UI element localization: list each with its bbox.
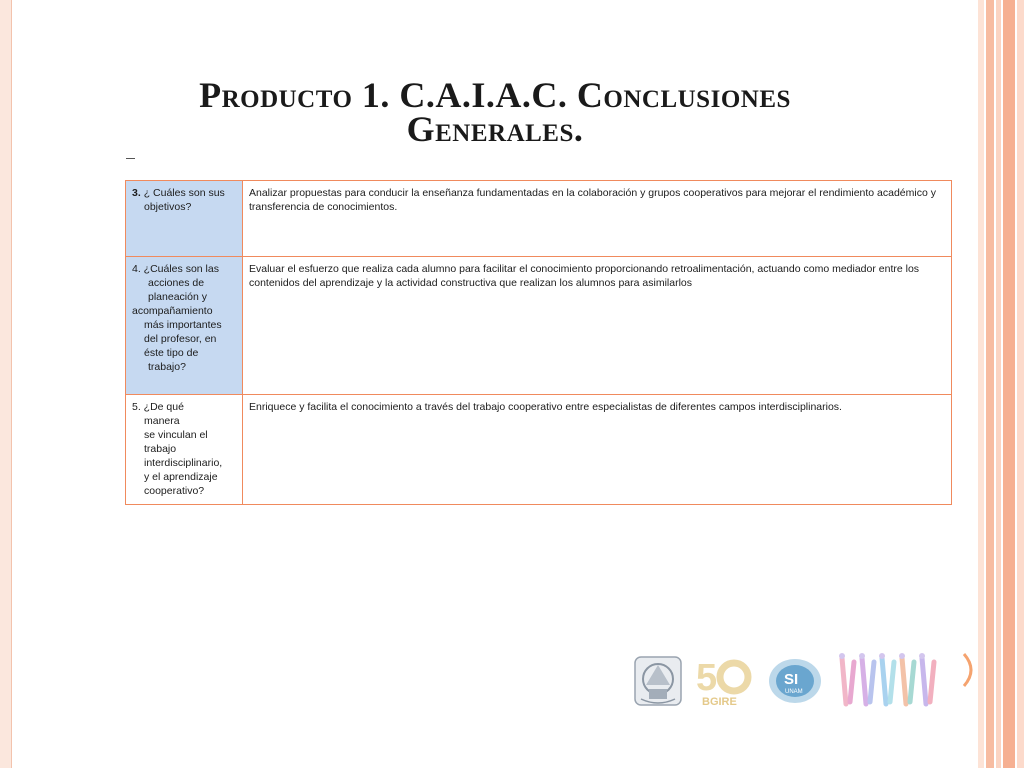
svg-text:BGIRE: BGIRE (702, 696, 737, 708)
svg-text:UNAM: UNAM (785, 689, 803, 695)
questions-table (125, 180, 952, 505)
svg-text:5: 5 (696, 657, 718, 699)
question-cell: 4. ¿Cuáles son las acciones de planeación y acompañamiento más importantes del profesor, en éste tipo de trabajo? (126, 257, 243, 395)
unam-seal-icon (633, 655, 683, 707)
answer-cell: Evaluar el esfuerzo que realiza cada alumno para facilitar el conocimiento proporcionando retroalimentación, actuando como mediador entre los contenidos del aprendizaje y la actividad constructiva que realizan los alumnos para asimilarlos (243, 257, 952, 395)
50-bgire-logo (694, 652, 756, 708)
slide-frame-stripes (978, 0, 1024, 768)
si-unam-logo (768, 656, 826, 706)
slide-frame-left (0, 0, 12, 768)
answer-cell: Enriquece y facilita el conocimiento a través del trabajo cooperativo entre especialistas de diferentes campos interdisciplinarios. (243, 395, 952, 505)
colored-bars-logo (836, 652, 940, 708)
table-row (126, 395, 952, 505)
question-cell: 5. ¿De qué manera se vinculan el trabajo interdisciplinario, y el aprendizaje cooperativo? (126, 395, 243, 505)
title-line-1: Producto 1. C.A.I.A.C. Conclusiones (199, 75, 791, 115)
small-dash (126, 158, 135, 159)
table-row (126, 257, 952, 395)
answer-cell: Analizar propuestas para conducir la enseñanza fundamentadas en la colaboración y grupos cooperativos para mejorar el rendimiento académico y transferencia de conocimientos. (243, 181, 952, 257)
page-title (110, 75, 880, 149)
question-cell: 3. ¿ Cuáles son sus objetivos? (126, 181, 243, 257)
title-line-2: Generales. (406, 109, 584, 149)
question-number: 3. (132, 187, 141, 199)
table-row (126, 181, 952, 257)
svg-text:SI: SI (784, 671, 799, 688)
orange-arc-decoration (958, 650, 978, 690)
